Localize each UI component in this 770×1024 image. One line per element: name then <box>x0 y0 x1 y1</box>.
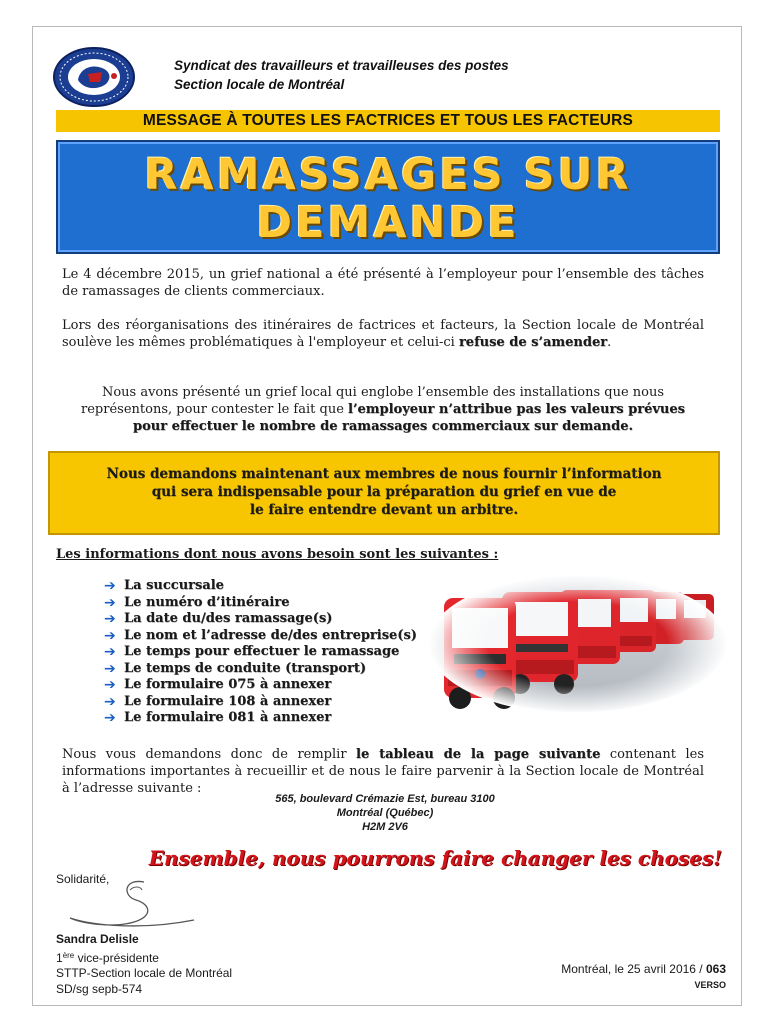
verso-label: VERSO <box>694 980 726 990</box>
arrow-right-icon: ➔ <box>104 611 116 627</box>
list-item: ➔ Le formulaire 075 à annexer <box>104 677 332 693</box>
list-item: ➔ Le numéro d’itinéraire <box>104 594 290 611</box>
delivery-trucks-photo <box>428 574 728 714</box>
arrow-right-icon: ➔ <box>104 578 116 594</box>
paragraph-reorganisations: Lors des réorganisations des itinéraires de factrices et facteurs, la Section locale de Montréal soulève les mêmes problématiques à l'employeur et celui-ci refuse de s’amender. <box>62 318 704 350</box>
list-item: ➔ Le temps de conduite (transport) <box>104 660 367 677</box>
signatory-title: 1ère vice-présidente <box>56 950 159 965</box>
title-line-1: RAMASSAGES SUR <box>144 150 632 200</box>
paragraph-grief-local: Nous avons présenté un grief local qui englobe l’ensemble des installations que nous représentons, pour contester le fait que l’employeur n’attribue pas les valeurs prévues pour effectuer le nombre de ramassages commerciaux sur demande. <box>81 385 685 434</box>
signatory-ref: SD/sg sepb-574 <box>56 981 143 996</box>
address-city: Montréal (Québec) <box>336 807 434 819</box>
arrow-right-icon: ➔ <box>104 644 116 660</box>
callout-request: Nous demandons maintenant aux membres de nous fournir l’information qui sera indispensable pour la préparation du grief en vue de le faire entendre devant un arbitre. <box>48 451 720 535</box>
list-item: ➔ Le nom et l’adresse de/des entreprise(s) <box>104 627 417 644</box>
arrow-right-icon: ➔ <box>104 660 116 677</box>
signature-block <box>56 932 232 997</box>
list-item: ➔ Le formulaire 108 à annexer <box>104 693 332 710</box>
signatory-org: STTP-Section locale de Montréal <box>56 966 233 980</box>
union-logo <box>52 46 136 108</box>
signatory-name: Sandra Delisle <box>56 932 139 946</box>
slogan: Ensemble, nous pourrons faire changer les choses! <box>148 846 722 870</box>
union-section: Section locale de Montréal <box>174 77 345 92</box>
closing: Solidarité, <box>56 872 110 886</box>
handwritten-signature <box>64 874 204 934</box>
arrow-right-icon: ➔ <box>104 594 116 611</box>
union-header <box>174 56 509 94</box>
list-item: ➔ La succursale <box>104 578 224 594</box>
list-heading: Les informations dont nous avons besoin sont les suivantes : <box>56 547 499 562</box>
arrow-right-icon: ➔ <box>104 627 116 644</box>
list-item: ➔ Le temps pour effectuer le ramassage <box>104 644 400 660</box>
paragraph-grief-national: Le 4 décembre 2015, un grief national a été présenté à l’employeur pour l’ensemble des tâches de ramassages de clients commerciaux. <box>62 267 704 299</box>
title-box <box>56 140 720 254</box>
list-item: ➔ Le formulaire 081 à annexer <box>104 710 332 726</box>
paragraph-remplir-tableau: Nous vous demandons donc de remplir le tableau de la page suivante contenant les informations importantes à recueillir et de nous le faire parvenir à la Section locale de Montréal à l’adresse suivante : <box>62 747 705 796</box>
info-list <box>104 578 417 727</box>
address-postal-code: H2M 2V6 <box>362 821 408 833</box>
date-line: Montréal, le 25 avril 2016 / 063 <box>561 962 726 976</box>
title-line-2: DEMANDE <box>256 198 520 248</box>
address-street: 565, boulevard Crémazie Est, bureau 3100 <box>275 793 495 805</box>
arrow-right-icon: ➔ <box>104 710 116 726</box>
arrow-right-icon: ➔ <box>104 693 116 710</box>
message-banner: MESSAGE À TOUTES LES FACTRICES ET TOUS LES FACTEURS <box>56 110 720 132</box>
list-item: ➔ La date du/des ramassage(s) <box>104 611 333 627</box>
union-name: Syndicat des travailleurs et travailleuses des postes <box>174 58 509 73</box>
arrow-right-icon: ➔ <box>104 677 116 693</box>
